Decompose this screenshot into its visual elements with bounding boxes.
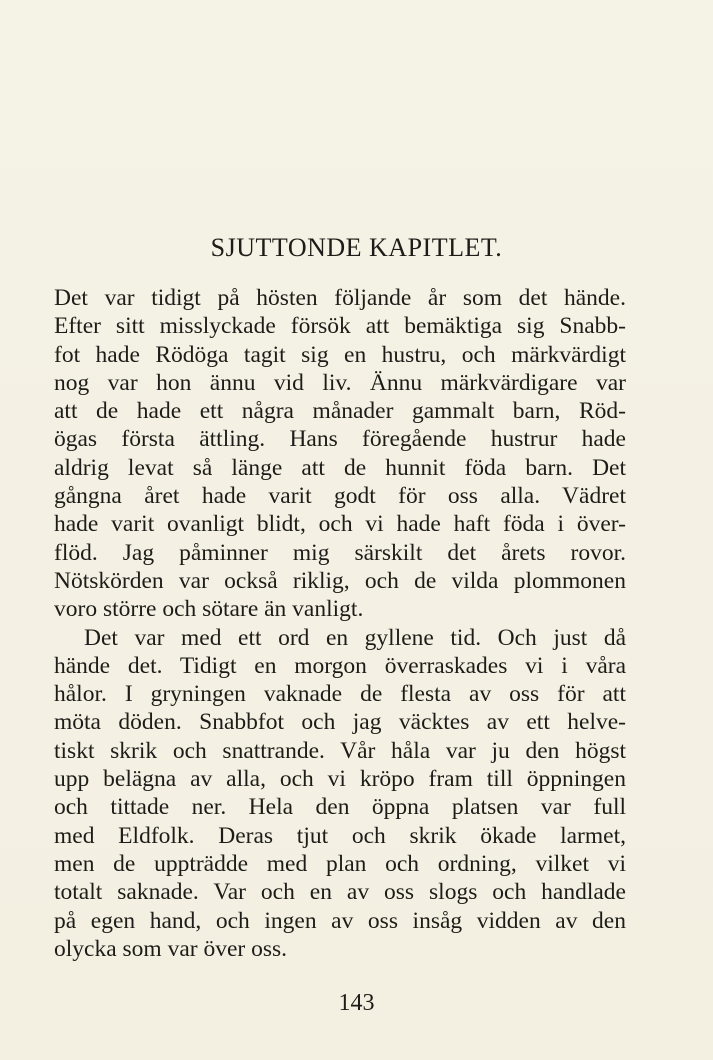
text-line: olycka som var över oss. [54,935,287,962]
text-line: men de uppträdde med plan och ordning, vilket vi [54,850,626,877]
text-line: Efter sitt misslyckade försök att bemäktiga sig Snabb- [54,313,626,340]
text-line: hände det. Tidigt en morgon överraskades vi i våra [54,652,626,679]
page-number: 143 [338,990,375,1016]
text-line: fot hade Rödöga tagit sig en hustru, och märkvärdigt [54,341,626,368]
text-line: totalt saknade. Var och en av oss slogs och handlade [54,879,626,906]
text-line: nog var hon ännu vid liv. Ännu märkvärdigare var [54,369,626,396]
text-line: upp belägna av alla, och vi kröpo fram till öppningen [54,766,626,793]
text-line: Det var med ett ord en gyllene tid. Och just då [84,624,626,651]
paragraph-2 [54,624,626,964]
text-line: med Eldfolk. Deras tjut och skrik ökade larmet, [54,822,626,849]
text-line: gångna året hade varit godt för oss alla. Vädret [54,483,626,510]
text-line: Nötskörden var också riklig, och de vilda plommonen [54,567,626,594]
text-line: aldrig levat så länge att de hunnit föda barn. Det [54,454,626,481]
text-line: att de hade ett några månader gammalt barn, Röd- [54,398,626,425]
text-line: tiskt skrik och snattrande. Vår håla var ju den högst [54,737,626,764]
text-line: på egen hand, och ingen av oss insåg vidden av den [54,907,626,934]
text-line: och tittade ner. Hela den öppna platsen var full [54,794,626,821]
text-line: Det var tidigt på hösten följande år som det hände. [54,285,626,311]
paragraph-1 [54,284,626,624]
text-line: hade varit ovanligt blidt, och vi hade haft föda i över- [54,511,626,538]
text-line: voro större och sötare än vanligt. [54,596,364,623]
chapter-title: SJUTTONDE KAPITLET. [210,233,503,262]
body-text [54,284,626,963]
text-line: hålor. I gryningen vaknade de flesta av oss för att [54,681,626,708]
text-line: flöd. Jag påminner mig särskilt det årets rovor. [54,539,626,566]
text-line: ögas första ättling. Hans föregående hustrur hade [54,426,626,453]
text-line: möta döden. Snabbfot och jag väcktes av ett helve- [54,709,626,736]
